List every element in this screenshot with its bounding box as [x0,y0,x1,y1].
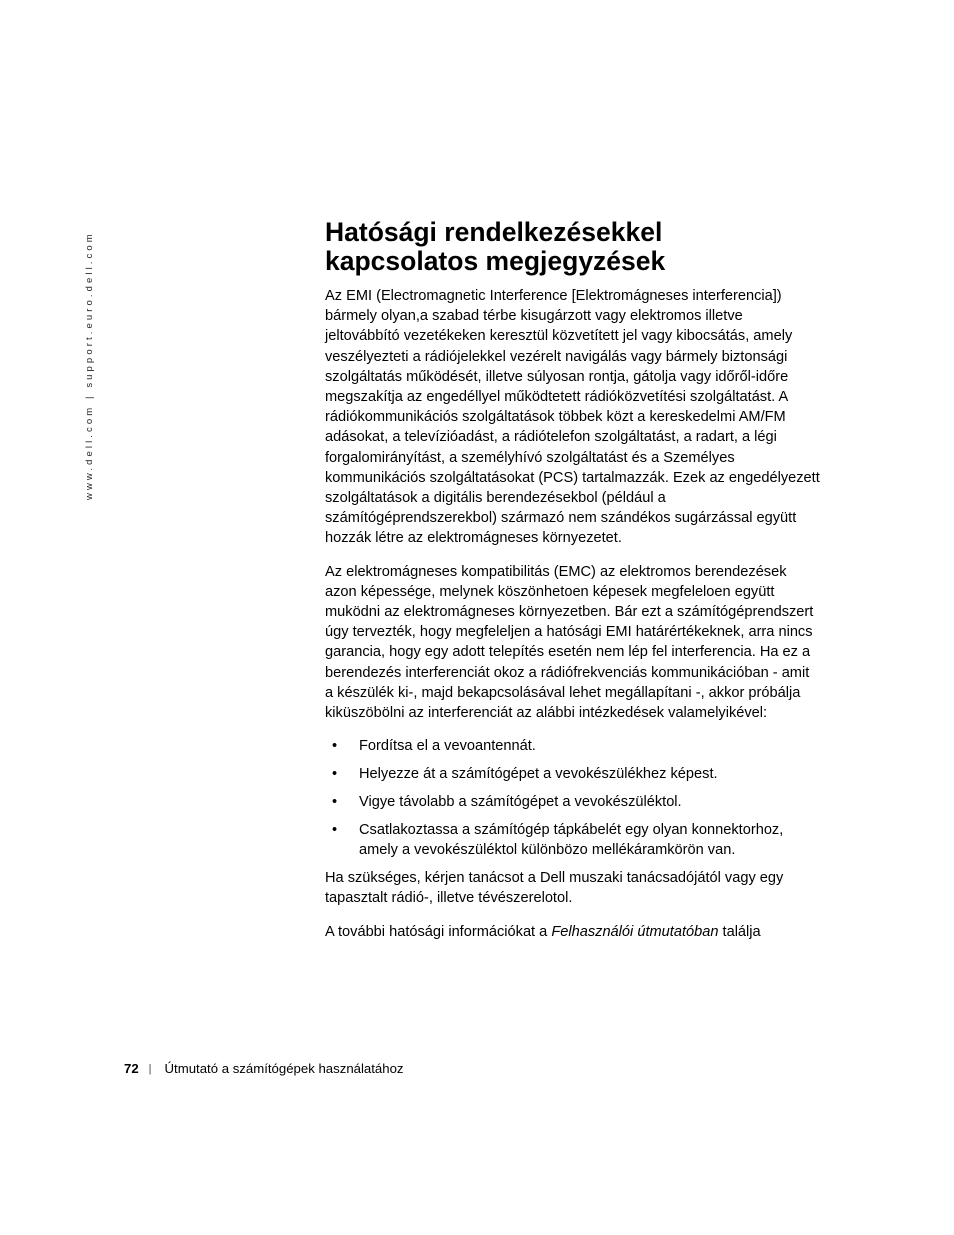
footer-title: Útmutató a számítógépek használatához [164,1061,404,1076]
page-number: 72 [124,1061,139,1076]
measures-list [325,736,821,860]
more-info-text-end: találja [718,923,761,940]
page-footer [124,1061,404,1076]
bullet-icon: • [332,794,338,811]
title-line-2: kapcsolatos megjegyzések [325,246,666,276]
more-info-text-start: A további hatósági információkat a [325,923,552,940]
list-item-text: Csatlakoztassa a számítógép tápkábelét egy olyan konnektorhoz, amely a vevokészüléktol különbözo mellékáramkörön van. [359,822,784,859]
list-item-text: Vigye távolabb a számítógépet a vevokészüléktol. [359,794,682,811]
paragraph-emi: Az EMI (Electromagnetic Interference [Elektromágneses interferencia]) bármely olyan,a szabad térbe kisugárzott vagy elektromos illetve jeltovábbító vezetékeken keresztül közvetített jel vagy kibocsátás, amely veszélyezteti a rádiójelekkel vezérelt navigálás vagy bármely biztonsági szolgáltatás működését, illetve súlyosan rontja, gátolja vagy időről-időre megszakítja az engedéllyel működtetett rádióközvetítési szolgáltatást. A rádiókommunikációs szolgáltatások többek közt a kereskedelmi AM/FM adásokat, a televízióadást, a rádiótelefon szolgáltatást, a radart, a légi forgalomirányítást, a személyhívó szolgáltatást és a Személyes kommunikációs szolgáltatásokat (PCS) tartalmazzák. Ezek az engedélyezett szolgáltatások a digitális berendezésekbol (például a számítógéprendszerekbol) származó nem szándékos sugárzással együtt hozzák létre az elektromágneses környezetet. [325,288,820,547]
user-guide-title: Felhasználói útmutatóban [551,923,719,940]
list-item [325,820,821,860]
list-item [325,792,821,812]
title-line-1: Hatósági rendelkezésekkel [325,217,663,247]
main-content [325,218,821,955]
paragraph-emc: Az elektromágneses kompatibilitás (EMC) az elektromos berendezések azon képessége, melynek köszönhetoen képesek megfeleloen együtt muködni az elektromágneses környezetben. Bár ezt a számítógéprendszert úgy tervezték, hogy megfeleljen a hatósági EMI határértékeknek, arra nincs garancia, hogy egy adott telepítés esetén nem lép fel interferencia. Ha ez a berendezés interferenciát okoz a rádiófrekvenciás kommunikációban - amit a készülék ki-, majd bekapcsolásával lehet megállapítani -, akkor próbálja kiküszöbölni az interferenciát az alábbi intézkedések valamelyikével: [325,563,814,722]
paragraph-more-info [325,922,821,942]
page-title [325,218,821,276]
bullet-icon: • [332,766,338,783]
list-item-text: Helyezze át a számítógépet a vevokészülékhez képest. [359,766,718,783]
list-item [325,764,821,784]
bullet-icon: • [332,738,338,755]
list-item [325,736,821,756]
footer-separator: | [148,1063,152,1075]
paragraph-advice: Ha szükséges, kérjen tanácsot a Dell muszaki tanácsadójától vagy egy tapasztalt rádió-, illetve tévészerelotol. [325,870,784,907]
side-url-text: www.dell.com | support.euro.dell.com [84,231,95,500]
bullet-icon: • [332,822,338,839]
list-item-text: Fordítsa el a vevoantennát. [359,738,536,755]
